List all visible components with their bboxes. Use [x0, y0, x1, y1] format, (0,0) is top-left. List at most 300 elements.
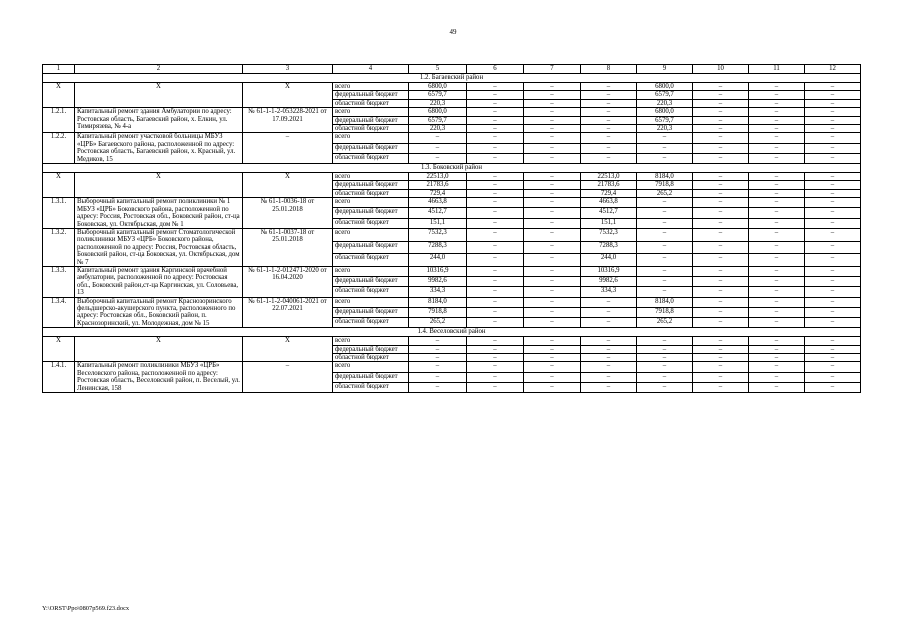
amount-cell: 22513,0	[409, 173, 467, 181]
amount-cell: –	[805, 91, 861, 99]
item-document: № 61-1-1-2-053228-2021 от 17.09.2021	[243, 108, 333, 133]
amount-cell: –	[805, 125, 861, 133]
amount-cell: –	[749, 173, 805, 181]
funding-source: федеральный бюджет	[333, 372, 409, 382]
amount-cell: –	[409, 143, 467, 153]
amount-cell: –	[749, 218, 805, 228]
amount-cell: 22513,0	[581, 173, 637, 181]
amount-cell: 244,0	[581, 254, 637, 267]
file-path-footer: Y:\ORST\Ppo\0807p569.f23.docx	[42, 605, 130, 612]
amount-cell: –	[805, 218, 861, 228]
amount-cell: –	[467, 173, 524, 181]
amount-cell: 9982,6	[581, 277, 637, 287]
section-title: 1.4. Веселовский район	[43, 328, 861, 337]
amount-cell: 8184,0	[409, 297, 467, 307]
amount-cell: 244,0	[409, 254, 467, 267]
amount-cell: –	[524, 354, 581, 362]
amount-cell: –	[637, 382, 693, 392]
funding-source: всего	[333, 133, 409, 143]
amount-cell: –	[524, 143, 581, 153]
amount-cell: –	[693, 362, 749, 372]
funding-source: областной бюджет	[333, 354, 409, 362]
amount-cell: 151,1	[409, 218, 467, 228]
section-title: 1.3. Боковский район	[43, 164, 861, 173]
funding-source: федеральный бюджет	[333, 181, 409, 189]
amount-cell: –	[637, 345, 693, 353]
amount-cell: –	[749, 241, 805, 254]
amount-cell: –	[467, 372, 524, 382]
funding-source: всего	[333, 266, 409, 276]
amount-cell: –	[693, 198, 749, 208]
amount-cell: –	[467, 181, 524, 189]
amount-cell: 6800,0	[409, 108, 467, 116]
amount-cell: –	[749, 153, 805, 163]
funding-source: областной бюджет	[333, 218, 409, 228]
amount-cell: –	[581, 297, 637, 307]
amount-cell: –	[467, 133, 524, 143]
funding-source: федеральный бюджет	[333, 345, 409, 353]
amount-cell: –	[693, 99, 749, 107]
amount-cell: –	[524, 254, 581, 267]
amount-cell: –	[637, 218, 693, 228]
amount-cell: –	[524, 218, 581, 228]
amount-cell: –	[467, 345, 524, 353]
funding-source: областной бюджет	[333, 254, 409, 267]
amount-cell: –	[749, 189, 805, 197]
item-number: 1.3.3.	[43, 266, 75, 297]
amount-cell: –	[805, 99, 861, 107]
amount-cell: –	[581, 337, 637, 345]
amount-cell: –	[467, 266, 524, 276]
amount-cell: 7288,3	[581, 241, 637, 254]
item-name: Капитальный ремонт здания Амбулатории по адресу: Ростовская область, Багаевский район, х. Елкин, ул. Тимирязева, № 4-а	[75, 108, 243, 133]
amount-cell: –	[749, 143, 805, 153]
item-document: № 61-1-0036-18 от 25.01.2018	[243, 198, 333, 229]
table-row	[43, 337, 861, 345]
amount-cell: –	[805, 254, 861, 267]
funding-source: областной бюджет	[333, 99, 409, 107]
amount-cell: –	[637, 354, 693, 362]
funding-source: всего	[333, 198, 409, 208]
amount-cell: –	[693, 83, 749, 91]
amount-cell: –	[581, 125, 637, 133]
amount-cell: –	[693, 91, 749, 99]
amount-cell: –	[637, 198, 693, 208]
amount-cell: –	[524, 133, 581, 143]
amount-cell: –	[693, 266, 749, 276]
amount-cell: –	[749, 198, 805, 208]
amount-cell: –	[467, 143, 524, 153]
amount-cell: –	[693, 228, 749, 241]
column-number: 1	[43, 65, 75, 74]
amount-cell: –	[805, 266, 861, 276]
amount-cell: –	[693, 208, 749, 218]
amount-cell: 334,3	[581, 287, 637, 297]
amount-cell: –	[749, 287, 805, 297]
amount-cell: –	[524, 362, 581, 372]
amount-cell: –	[467, 99, 524, 107]
amount-cell: –	[524, 99, 581, 107]
funding-source: всего	[333, 108, 409, 116]
amount-cell: –	[637, 241, 693, 254]
funding-source: всего	[333, 337, 409, 345]
amount-cell: –	[581, 317, 637, 327]
amount-cell: –	[693, 116, 749, 124]
amount-cell: –	[524, 189, 581, 197]
amount-cell: –	[749, 181, 805, 189]
amount-cell: –	[409, 345, 467, 353]
funding-source: областной бюджет	[333, 317, 409, 327]
amount-cell: –	[524, 153, 581, 163]
item-document: № 61-1-1-2-012471-2020 от 16.04.2020	[243, 266, 333, 297]
amount-cell: –	[805, 317, 861, 327]
table-row	[43, 362, 861, 372]
amount-cell: –	[805, 153, 861, 163]
amount-cell: –	[749, 91, 805, 99]
amount-cell: –	[467, 337, 524, 345]
amount-cell: –	[693, 133, 749, 143]
amount-cell: –	[581, 362, 637, 372]
amount-cell: –	[637, 143, 693, 153]
item-document: X	[243, 337, 333, 362]
item-document: –	[243, 133, 333, 164]
amount-cell: –	[524, 198, 581, 208]
amount-cell: –	[693, 317, 749, 327]
amount-cell: –	[467, 287, 524, 297]
amount-cell: 8184,0	[637, 297, 693, 307]
amount-cell: 151,1	[581, 218, 637, 228]
table-row	[43, 198, 861, 208]
amount-cell: –	[524, 228, 581, 241]
column-number-row	[43, 65, 861, 74]
amount-cell: –	[749, 99, 805, 107]
amount-cell: –	[524, 317, 581, 327]
amount-cell: –	[581, 91, 637, 99]
amount-cell: –	[805, 277, 861, 287]
amount-cell: –	[467, 254, 524, 267]
amount-cell: –	[524, 337, 581, 345]
amount-cell: –	[409, 372, 467, 382]
amount-cell: –	[805, 382, 861, 392]
item-name: Выборочный капитальный ремонт поликлиники № 1 МБУЗ «ЦРБ» Боковского района, расположенной по адресу: Россия, Ростовская обл., Боковский район, ст-ца Боковская, ул. Октябрьская, дом № 1	[75, 198, 243, 229]
item-number: X	[43, 337, 75, 362]
section-title: 1.2. Багаевский район	[43, 74, 861, 83]
amount-cell: –	[409, 354, 467, 362]
funding-source: федеральный бюджет	[333, 116, 409, 124]
amount-cell: 220,3	[637, 99, 693, 107]
amount-cell: 6579,7	[637, 116, 693, 124]
amount-cell: –	[749, 108, 805, 116]
amount-cell: –	[805, 173, 861, 181]
amount-cell: –	[524, 287, 581, 297]
amount-cell: –	[467, 297, 524, 307]
amount-cell: –	[805, 208, 861, 218]
amount-cell: –	[524, 277, 581, 287]
funding-source: всего	[333, 228, 409, 241]
amount-cell: 220,3	[637, 125, 693, 133]
amount-cell: 6579,7	[637, 91, 693, 99]
amount-cell: 265,2	[637, 317, 693, 327]
amount-cell: –	[805, 307, 861, 317]
amount-cell: –	[749, 208, 805, 218]
amount-cell: –	[581, 99, 637, 107]
amount-cell: –	[805, 287, 861, 297]
item-number: 1.4.1.	[43, 362, 75, 393]
amount-cell: –	[693, 372, 749, 382]
funding-source: всего	[333, 362, 409, 372]
amount-cell: 265,2	[409, 317, 467, 327]
amount-cell: 21783,6	[409, 181, 467, 189]
amount-cell: –	[693, 382, 749, 392]
item-document: № 61-1-1-2-040061-2021 от 22.07.2021	[243, 297, 333, 328]
amount-cell: 7918,8	[637, 307, 693, 317]
amount-cell: –	[637, 254, 693, 267]
amount-cell: –	[749, 317, 805, 327]
amount-cell: –	[749, 228, 805, 241]
funding-table	[42, 64, 861, 393]
amount-cell: –	[693, 189, 749, 197]
amount-cell: –	[637, 133, 693, 143]
amount-cell: –	[467, 91, 524, 99]
amount-cell: –	[637, 287, 693, 297]
amount-cell: –	[693, 143, 749, 153]
amount-cell: –	[749, 345, 805, 353]
column-number: 3	[243, 65, 333, 74]
table-row	[43, 83, 861, 91]
item-number: 1.2.1.	[43, 108, 75, 133]
page-number: 49	[449, 28, 457, 36]
amount-cell: –	[581, 354, 637, 362]
column-number: 8	[581, 65, 637, 74]
item-number: 1.2.2.	[43, 133, 75, 164]
amount-cell: 4512,7	[409, 208, 467, 218]
amount-cell: –	[581, 143, 637, 153]
amount-cell: 7918,8	[409, 307, 467, 317]
amount-cell: 6800,0	[637, 108, 693, 116]
amount-cell: –	[467, 116, 524, 124]
item-number: X	[43, 173, 75, 198]
amount-cell: 10316,9	[409, 266, 467, 276]
column-number: 11	[749, 65, 805, 74]
funding-source: всего	[333, 173, 409, 181]
amount-cell: 6800,0	[409, 83, 467, 91]
funding-source: областной бюджет	[333, 382, 409, 392]
amount-cell: –	[805, 362, 861, 372]
amount-cell: –	[693, 153, 749, 163]
item-name: Капитальный ремонт поликлиники МБУЗ «ЦРБ» Веселовского района, расположенной по адресу: Ростовская область, Веселовский район, п. Веселый, ул. Ленинская, 158	[75, 362, 243, 393]
amount-cell: –	[805, 189, 861, 197]
table-row	[43, 108, 861, 116]
amount-cell: –	[467, 108, 524, 116]
amount-cell: 334,3	[409, 287, 467, 297]
amount-cell: 220,3	[409, 125, 467, 133]
amount-cell: 21783,6	[581, 181, 637, 189]
amount-cell: –	[467, 354, 524, 362]
amount-cell: –	[749, 297, 805, 307]
amount-cell: 4663,8	[409, 198, 467, 208]
funding-source: областной бюджет	[333, 287, 409, 297]
amount-cell: 10316,9	[581, 266, 637, 276]
amount-cell: 8184,0	[637, 173, 693, 181]
amount-cell: 7532,3	[409, 228, 467, 241]
column-number: 6	[467, 65, 524, 74]
item-name: X	[75, 173, 243, 198]
amount-cell: –	[693, 218, 749, 228]
amount-cell: –	[467, 198, 524, 208]
amount-cell: –	[749, 133, 805, 143]
amount-cell: –	[524, 345, 581, 353]
funding-source: областной бюджет	[333, 153, 409, 163]
amount-cell: 729,4	[409, 189, 467, 197]
amount-cell: –	[524, 108, 581, 116]
amount-cell: –	[524, 91, 581, 99]
amount-cell: –	[581, 153, 637, 163]
section-title-row	[43, 74, 861, 83]
amount-cell: –	[805, 372, 861, 382]
amount-cell: 729,4	[581, 189, 637, 197]
table-row	[43, 133, 861, 143]
item-name: X	[75, 83, 243, 108]
amount-cell: –	[693, 241, 749, 254]
amount-cell: –	[524, 173, 581, 181]
funding-source: всего	[333, 83, 409, 91]
amount-cell: –	[581, 382, 637, 392]
amount-cell: –	[805, 83, 861, 91]
funding-source: всего	[333, 297, 409, 307]
column-number: 4	[333, 65, 409, 74]
amount-cell: –	[693, 354, 749, 362]
amount-cell: –	[637, 208, 693, 218]
amount-cell: –	[805, 198, 861, 208]
amount-cell: –	[467, 228, 524, 241]
column-number: 2	[75, 65, 243, 74]
amount-cell: –	[749, 382, 805, 392]
item-number: 1.3.2.	[43, 228, 75, 266]
amount-cell: –	[409, 382, 467, 392]
amount-cell: –	[581, 108, 637, 116]
amount-cell: 7532,3	[581, 228, 637, 241]
funding-source: федеральный бюджет	[333, 241, 409, 254]
amount-cell: –	[524, 372, 581, 382]
amount-cell: –	[693, 307, 749, 317]
amount-cell: –	[805, 108, 861, 116]
amount-cell: –	[693, 297, 749, 307]
amount-cell: –	[581, 83, 637, 91]
amount-cell: 6800,0	[637, 83, 693, 91]
amount-cell: –	[524, 266, 581, 276]
amount-cell: –	[581, 345, 637, 353]
amount-cell: –	[749, 362, 805, 372]
item-name: X	[75, 337, 243, 362]
amount-cell: –	[409, 337, 467, 345]
amount-cell: –	[581, 372, 637, 382]
amount-cell: –	[467, 382, 524, 392]
amount-cell: –	[467, 189, 524, 197]
amount-cell: –	[749, 337, 805, 345]
amount-cell: 4663,8	[581, 198, 637, 208]
table-row	[43, 297, 861, 307]
item-document: –	[243, 362, 333, 393]
column-number: 12	[805, 65, 861, 74]
amount-cell: 220,3	[409, 99, 467, 107]
column-number: 5	[409, 65, 467, 74]
amount-cell: –	[749, 125, 805, 133]
amount-cell: –	[524, 116, 581, 124]
amount-cell: –	[749, 354, 805, 362]
funding-source: федеральный бюджет	[333, 91, 409, 99]
amount-cell: –	[693, 173, 749, 181]
amount-cell: 265,2	[637, 189, 693, 197]
section-title-row	[43, 328, 861, 337]
amount-cell: –	[467, 277, 524, 287]
table-row	[43, 228, 861, 241]
amount-cell: –	[749, 116, 805, 124]
funding-source: федеральный бюджет	[333, 143, 409, 153]
amount-cell: 6579,7	[409, 91, 467, 99]
amount-cell: –	[693, 125, 749, 133]
amount-cell: –	[693, 181, 749, 189]
amount-cell: 9982,6	[409, 277, 467, 287]
amount-cell: –	[637, 372, 693, 382]
item-name: Выборочный капитальный ремонт Краснозоринского фельдшерско-акушерского пункта, расположенного по адресу: Ростовская обл., Боковский район, п. Краснозоринский, ул. Молодежная, дом № 15	[75, 297, 243, 328]
amount-cell: –	[524, 382, 581, 392]
amount-cell: –	[693, 287, 749, 297]
amount-cell: –	[749, 254, 805, 267]
item-name: Выборочный капитальный ремонт Стоматологической поликлиники МБУЗ «ЦРБ» Боковского района, расположенной по адресу: Россия, Ростовская область, Боковский район, ст-ца Боковская, ул. Октябрьская, дом № 7	[75, 228, 243, 266]
funding-source: областной бюджет	[333, 189, 409, 197]
table-row	[43, 266, 861, 276]
amount-cell: 6579,7	[409, 116, 467, 124]
amount-cell: –	[409, 362, 467, 372]
amount-cell: –	[637, 153, 693, 163]
table-row	[43, 173, 861, 181]
amount-cell: –	[524, 241, 581, 254]
funding-source: федеральный бюджет	[333, 307, 409, 317]
item-name: Капитальный ремонт участковой больницы МБУЗ «ЦРБ» Багаевского района, расположенной по адресу: Ростовская область, Багаевский район, х. Красный, ул. Медиков, 15	[75, 133, 243, 164]
amount-cell: –	[805, 133, 861, 143]
amount-cell: –	[805, 228, 861, 241]
amount-cell: –	[637, 228, 693, 241]
amount-cell: –	[693, 345, 749, 353]
funding-source: федеральный бюджет	[333, 208, 409, 218]
amount-cell: –	[467, 362, 524, 372]
amount-cell: –	[467, 317, 524, 327]
amount-cell: –	[805, 337, 861, 345]
amount-cell: –	[467, 241, 524, 254]
amount-cell: –	[805, 181, 861, 189]
amount-cell: 4512,7	[581, 208, 637, 218]
amount-cell: –	[467, 208, 524, 218]
amount-cell: –	[467, 153, 524, 163]
amount-cell: –	[581, 133, 637, 143]
amount-cell: –	[693, 337, 749, 345]
column-number: 9	[637, 65, 693, 74]
amount-cell: –	[467, 307, 524, 317]
amount-cell: –	[693, 254, 749, 267]
section-title-row	[43, 164, 861, 173]
item-number: 1.3.4.	[43, 297, 75, 328]
amount-cell: –	[524, 83, 581, 91]
amount-cell: –	[749, 372, 805, 382]
amount-cell: –	[409, 153, 467, 163]
amount-cell: –	[637, 277, 693, 287]
item-number: 1.3.1.	[43, 198, 75, 229]
amount-cell: –	[637, 362, 693, 372]
item-document: X	[243, 83, 333, 108]
amount-cell: –	[637, 266, 693, 276]
amount-cell: –	[693, 277, 749, 287]
item-name: Капитальный ремонт здания Каргинской врачебной амбулатории, расположенной по адресу: Ростовская обл., Боковский район,ст-ца Каргинская, ул. Соловьева, 13	[75, 266, 243, 297]
